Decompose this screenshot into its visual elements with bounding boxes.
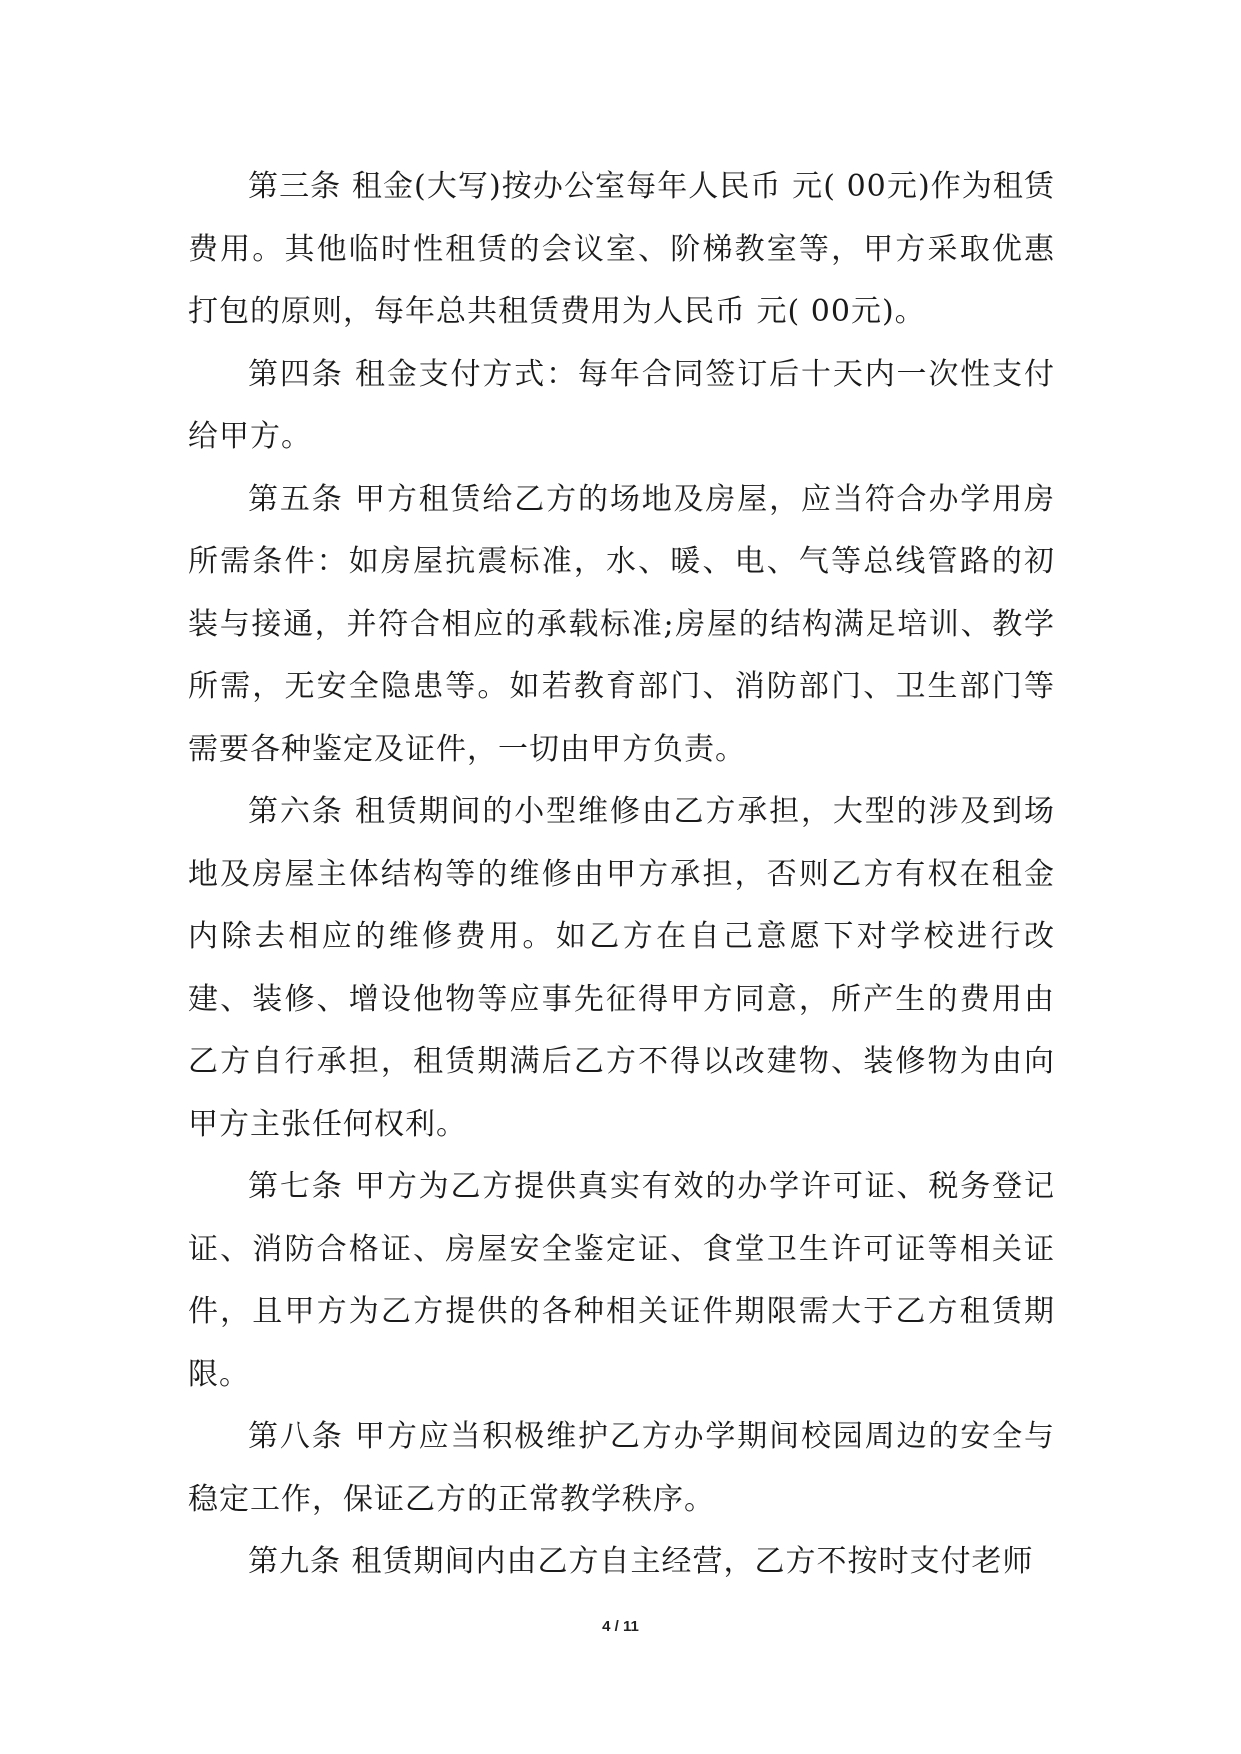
clause-4-paragraph: 第四条 租金支付方式：每年合同签订后十天内一次性支付给甲方。 — [188, 356, 1055, 454]
page-number: 4 / 11 — [602, 1618, 639, 1635]
clause-3-paragraph: 第三条 租金(大写)按办公室每年人民币 元( 00元)作为租赁费用。其他临时性租赁的会议室、阶梯教室等，甲方采取优惠打包的原则，每年总共租赁费用为人民币 元( 00元)。 — [188, 169, 1055, 329]
clause-9-paragraph: 第九条 租赁期间内由乙方自主经营，乙方不按时支付老师 — [248, 1544, 1034, 1579]
contract-body — [188, 156, 1055, 1594]
clause-7-paragraph: 第七条 甲方为乙方提供真实有效的办学许可证、税务登记证、消防合格证、房屋安全鉴定证、食堂卫生许可证等相关证件，且甲方为乙方提供的各种相关证件期限需大于乙方租赁期限。 — [188, 1169, 1055, 1392]
clause-8-paragraph: 第八条 甲方应当积极维护乙方办学期间校园周边的安全与稳定工作，保证乙方的正常教学秩序。 — [188, 1419, 1055, 1517]
clause-5-paragraph: 第五条 甲方租赁给乙方的场地及房屋，应当符合办学用房所需条件：如房屋抗震标准，水、暖、电、气等总线管路的初装与接通，并符合相应的承载标准;房屋的结构满足培训、教学所需，无安全隐患等。如若教育部门、消防部门、卫生部门等需要各种鉴定及证件，一切由甲方负责。 — [188, 481, 1055, 767]
clause-6-paragraph: 第六条 租赁期间的小型维修由乙方承担，大型的涉及到场地及房屋主体结构等的维修由甲方承担，否则乙方有权在租金内除去相应的维修费用。如乙方在自己意愿下对学校进行改建、装修、增设他物等应事先征得甲方同意，所产生的费用由乙方自行承担，租赁期满后乙方不得以改建物、装修物为由向甲方主张任何权利。 — [188, 794, 1055, 1142]
